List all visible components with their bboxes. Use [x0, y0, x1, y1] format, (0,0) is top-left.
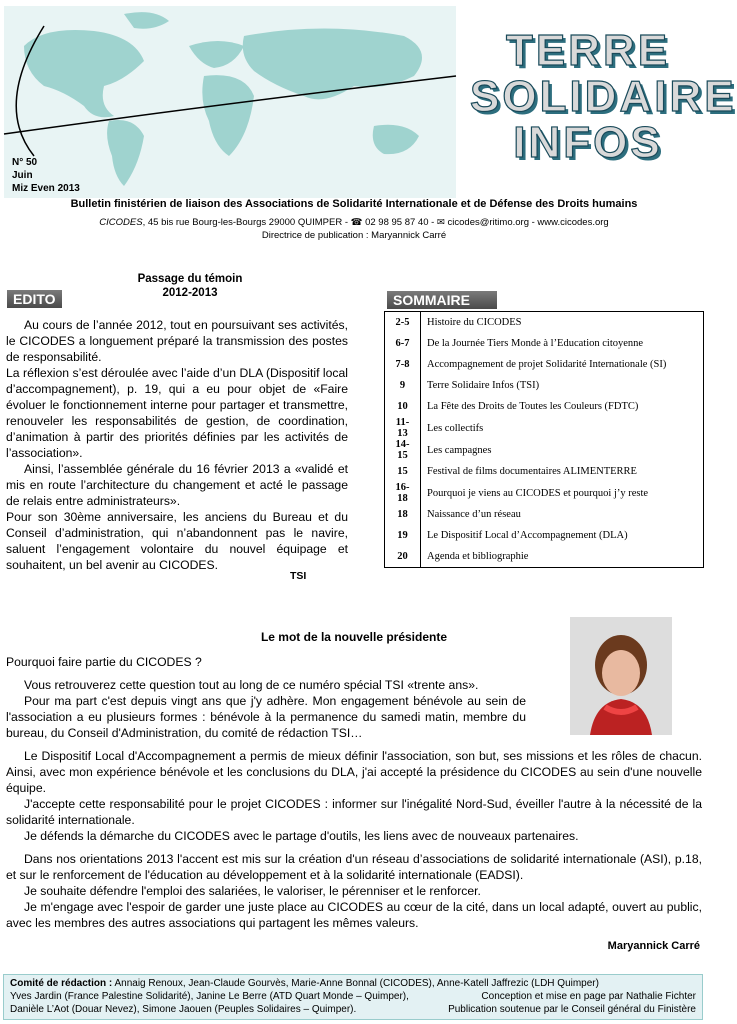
footer-line-3-right: Publication soutenue par le Conseil général du Finistère — [448, 1004, 696, 1015]
toc-row — [385, 375, 704, 396]
toc-pages: 18 — [385, 504, 421, 525]
bulletin-subtitle: Bulletin finistérien de liaison des Associations de Solidarité Internationale et de Défense des Droits humains — [70, 198, 638, 210]
issue-event: Miz Even 2013 — [12, 183, 80, 194]
publication-director: Directrice de publication : Maryannick Carré — [261, 230, 447, 241]
toc-pages: 20 — [385, 546, 421, 568]
edito-paragraph: La réflexion s’est déroulée avec l’aide d’un DLA (Dispositif local d’accompagnement), p. 19, qui a eu pour objet de «Faire évoluer le fonctionnement interne pour partager et transmettre, renouveler les responsabilités de gestion, de coordination, d’animation à partir des priorités définies par les activités de l’association». — [6, 366, 348, 460]
toc-row — [385, 417, 704, 439]
issue-number: N° 50 — [12, 157, 38, 168]
president-text — [6, 654, 702, 931]
edito-body — [6, 317, 348, 573]
president-paragraph: Dans nos orientations 2013 l'accent est mis sur la création d'un réseau d’associations de solidarité internationale (ASI), p.18, et sur le renforcement de l'éducation au développement et à la solidarité internationale (EADSI). — [6, 852, 702, 882]
toc-label: De la Journée Tiers Monde à l’Education citoyenne — [427, 338, 644, 349]
toc-row — [385, 312, 704, 334]
toc-row — [385, 333, 704, 354]
toc-pages: 9 — [385, 375, 421, 396]
edito-paragraph: Ainsi, l’assemblée générale du 16 février 2013 a «validé et mis en route l’architecture du changement et acté le passage de relais entre administrateurs». — [6, 462, 348, 508]
edito-heading-line-1: Passage du témoin — [137, 273, 243, 285]
footer-line-1: Annaig Renoux, Jean-Claude Gourvès, Marie-Anne Bonnal (CICODES), Anne-Katell Jaffrezic (LDH Quimper) — [114, 978, 599, 989]
toc-label: Festival de films documentaires ALIMENTERRE — [427, 466, 637, 477]
comite-label: Comité de rédaction : — [10, 978, 113, 989]
toc-row — [385, 461, 704, 482]
toc-label: Histoire du CICODES — [427, 317, 522, 328]
toc-pages: 14-15 — [385, 439, 421, 461]
sommaire-tag: SOMMAIRE — [387, 291, 497, 309]
toc-row — [385, 354, 704, 375]
toc-row — [385, 482, 704, 504]
president-paragraph: Vous retrouverez cette question tout au long de ce numéro spécial TSI «trente ans». — [24, 678, 479, 692]
editorial-committee-footer — [3, 974, 703, 1020]
toc-row — [385, 396, 704, 417]
issue-info — [12, 156, 80, 195]
president-question: Pourquoi faire partie du CICODES ? — [6, 655, 202, 669]
toc-label: Terre Solidaire Infos (TSI) — [427, 380, 540, 391]
table-of-contents — [384, 311, 704, 568]
president-paragraph: Pour ma part c'est depuis vingt ans que j'y adhère. Mon engagement bénévole au sein de l'association a eu plusieurs formes : bénévole à la permanence du samedi matin, membre du bureau, du Conseil d'Administration, du comité de rédaction TSI… — [6, 694, 526, 740]
president-signature: Maryannick Carré — [607, 940, 700, 952]
toc-label: Accompagnement de projet Solidarité Internationale (SI) — [427, 359, 667, 370]
toc-pages: 16-18 — [385, 482, 421, 504]
footer-line-3-left: Danièle L’Aot (Douar Nevez), Simone Jaouen (Peuples Solidaires – Quimper). — [10, 1004, 357, 1015]
president-paragraph: Je m'engage avec l'espoir de garder une juste place au CICODES au cœur de la cité, dans un local adapté, ouvert au public, avec les membres des autres associations qui partagent les mêmes valeurs. — [6, 900, 702, 930]
toc-pages: 15 — [385, 461, 421, 482]
toc-label: Les campagnes — [427, 444, 492, 456]
footer-line-2-left: Yves Jardin (France Palestine Solidarité), Janine Le Berre (ATD Quart Monde – Quimper), — [10, 991, 409, 1002]
toc-pages: 11-13 — [385, 417, 421, 439]
toc-label: Agenda et bibliographie — [427, 551, 529, 562]
edito-heading — [120, 272, 260, 300]
toc-row — [385, 504, 704, 525]
org-name: CICODES — [99, 217, 143, 228]
president-paragraph: Le Dispositif Local d'Accompagnement a permis de mieux définir l'association, son but, ses missions et les rôles de chacun. Ainsi, avec mon expérience bénévole et les conclusions du DLA, j'ai accepté la présidence du CICODES au sein d'une nouvelle équipe. — [6, 749, 702, 795]
masthead-title — [470, 26, 737, 167]
title-line-2: SOLIDAIRE — [470, 72, 737, 121]
issue-month: Juin — [12, 170, 33, 181]
toc-pages: 19 — [385, 525, 421, 546]
toc-label: Les collectifs — [427, 422, 484, 434]
footer-line-2-right: Conception et mise en page par Nathalie Fichter — [481, 991, 696, 1002]
toc-pages: 2-5 — [385, 312, 421, 334]
edito-tag: EDITO — [7, 290, 62, 308]
toc-pages: 10 — [385, 396, 421, 417]
toc-label: Pourquoi je viens au CICODES et pourquoi j’y reste — [427, 487, 649, 499]
president-section-title: Le mot de la nouvelle présidente — [260, 630, 448, 644]
toc-row — [385, 546, 704, 568]
toc-label: La Fête des Droits de Toutes les Couleurs (FDTC) — [427, 401, 639, 412]
title-line-1: TERRE — [505, 26, 671, 75]
edito-signature: TSI — [290, 570, 307, 582]
toc-label: Naissance d’un réseau — [427, 509, 521, 520]
president-paragraph: Je défends la démarche du CICODES avec le partage d'outils, les liens avec de nouveaux partenaires. — [24, 829, 579, 843]
toc-row — [385, 439, 704, 461]
contact-address — [0, 216, 708, 242]
president-paragraph: J'accepte cette responsabilité pour le projet CICODES : informer sur l'inégalité Nord-Sud, éveiller l'autre à la nécessité de la solidarité internationale. — [6, 797, 702, 827]
toc-pages: 6-7 — [385, 333, 421, 354]
address-line: , 45 bis rue Bourg-les-Bourgs 29000 QUIMPER - ☎ 02 98 95 87 40 - ✉ cicodes@ritimo.org - www.cicodes.org — [142, 217, 609, 228]
toc-row — [385, 525, 704, 546]
edito-paragraph: Pour son 30ème anniversaire, les anciens du Bureau et du Conseil d’administration, qui n’abandonnent pas le navire, saluent l’engagement volontaire du nouvel équipage et souhaitent, un bel avenir au CICODES. — [6, 510, 348, 572]
edito-heading-line-2: 2012-2013 — [162, 287, 218, 299]
toc-label: Le Dispositif Local d’Accompagnement (DLA) — [427, 530, 628, 541]
edito-paragraph: Au cours de l’année 2012, tout en poursuivant ses activités, le CICODES a longuement préparé la transmission des postes de responsabilité. — [6, 318, 348, 364]
title-line-3: INFOS — [513, 118, 663, 167]
president-paragraph: Je souhaite défendre l'emploi des salariées, le valoriser, le pérenniser et le renforcer. — [24, 884, 481, 898]
toc-pages: 7-8 — [385, 354, 421, 375]
